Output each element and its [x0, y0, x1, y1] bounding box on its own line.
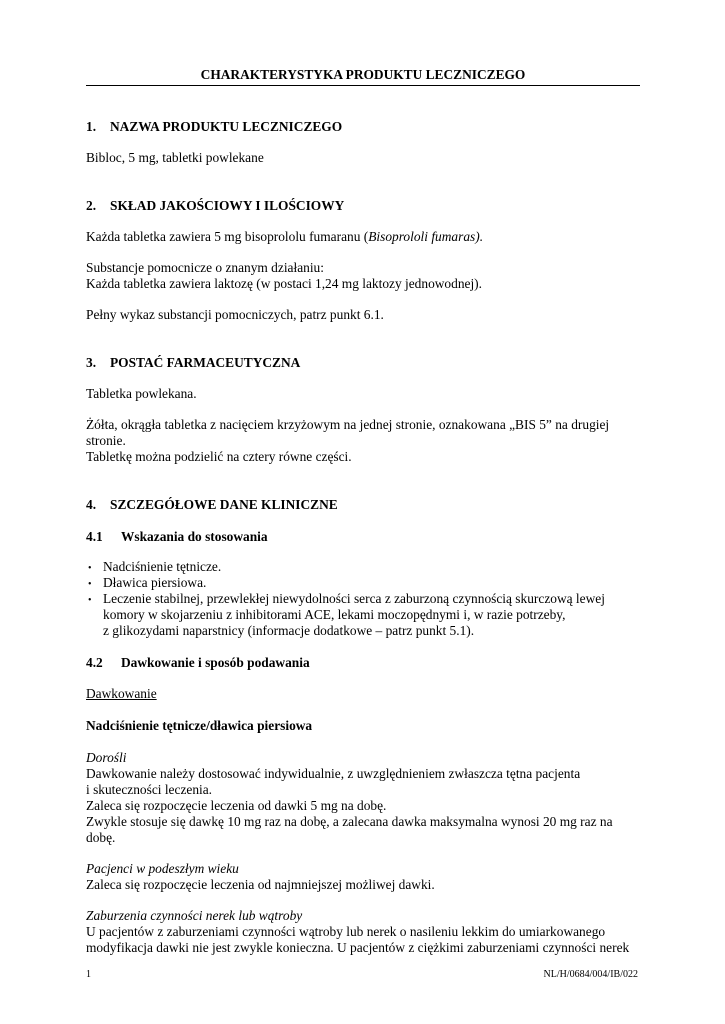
section-4-1-title: Wskazania do stosowania — [121, 529, 268, 544]
indication-item-continued: z glikozydami naparstnicy (informacje dodatkowe – patrz punkt 5.1). — [103, 623, 475, 638]
adults-text-line: Dawkowanie należy dostosować indywidualnie, z uwzględnieniem zwłaszcza tętna pacjenta — [86, 766, 581, 781]
document-code: NL/H/0684/004/IB/022 — [543, 969, 638, 980]
section-1-number: 1. — [86, 119, 97, 134]
hypertension-subheading: Nadciśnienie tętnicze/dławica piersiowa — [86, 718, 313, 733]
composition-latin-name: Bisoprololi fumaras). — [368, 229, 484, 244]
adults-text-line: i skuteczności leczenia. — [86, 782, 213, 797]
section-3-number: 3. — [86, 355, 97, 370]
indication-item: Dławica piersiowa. — [103, 575, 207, 590]
bullet-marker: • — [88, 563, 92, 574]
composition-line — [86, 229, 483, 245]
document-title: CHARAKTERYSTYKA PRODUKTU LECZNICZEGO — [200, 67, 526, 82]
bullet-marker: • — [88, 579, 92, 590]
section-4-number: 4. — [86, 497, 97, 512]
tablet-description-line-3: Tabletkę można podzielić na cztery równe części. — [86, 449, 352, 464]
renal-hepatic-text-line: U pacjentów z zaburzeniami czynności wątroby lub nerek o nasileniu lekkim do umiarkowanego — [86, 924, 606, 939]
excipients-full-list: Pełny wykaz substancji pomocniczych, patrz punkt 6.1. — [86, 307, 384, 322]
composition-text: Każda tabletka zawiera 5 mg bisoprololu fumaranu ( — [86, 229, 369, 244]
excipients-heading: Substancje pomocnicze o znanym działaniu: — [86, 260, 324, 275]
section-3-title: POSTAĆ FARMACEUTYCZNA — [110, 355, 301, 370]
elderly-text: Zaleca się rozpoczęcie leczenia od najmniejszej możliwej dawki. — [86, 877, 435, 892]
excipients-lactose: Każda tabletka zawiera laktozę (w postaci 1,24 mg laktozy jednowodnej). — [86, 276, 482, 291]
indication-item: Leczenie stabilnej, przewlekłej niewydolności serca z zaburzoną czynnością skurczową lewej — [103, 591, 605, 606]
section-4-2-number: 4.2 — [86, 655, 103, 670]
adults-text-line: dobę. — [86, 830, 116, 845]
section-2-number: 2. — [86, 198, 97, 213]
adults-text-line: Zaleca się rozpoczęcie leczenia od dawki 5 mg na dobę. — [86, 798, 387, 813]
section-4-1-number: 4.1 — [86, 529, 103, 544]
indication-item: Nadciśnienie tętnicze. — [103, 559, 222, 574]
adults-label: Dorośli — [86, 750, 127, 765]
adults-text-line: Zwykle stosuje się dawkę 10 mg raz na dobę, a zalecana dawka maksymalna wynosi 20 mg raz na — [86, 814, 613, 829]
pharmaceutical-form: Tabletka powlekana. — [86, 386, 197, 401]
indication-item-continued: komory w skojarzeniu z inhibitorami ACE, lekami moczopędnymi i, w razie potrzeby, — [103, 607, 566, 622]
tablet-description-line-2: stronie. — [86, 433, 126, 448]
product-name: Bibloc, 5 mg, tabletki powlekane — [86, 150, 264, 165]
renal-hepatic-text-line: modyfikacja dawki nie jest zwykle konieczna. U pacjentów z ciężkimi zaburzeniami czynności nerek — [86, 940, 630, 955]
tablet-description-line-1: Żółta, okrągła tabletka z nacięciem krzyżowym na jednej stronie, oznakowana „BIS 5” na drugiej — [86, 417, 610, 432]
section-1-title: NAZWA PRODUKTU LECZNICZEGO — [110, 119, 343, 134]
bullet-marker: • — [88, 595, 92, 606]
title-divider — [86, 85, 640, 86]
renal-hepatic-label: Zaburzenia czynności nerek lub wątroby — [86, 908, 303, 923]
section-4-2-title: Dawkowanie i sposób podawania — [121, 655, 310, 670]
dosage-heading: Dawkowanie — [86, 686, 157, 701]
section-4-title: SZCZEGÓŁOWE DANE KLINICZNE — [110, 497, 338, 512]
elderly-label: Pacjenci w podeszłym wieku — [86, 861, 239, 876]
page-number: 1 — [86, 969, 91, 980]
section-2-title: SKŁAD JAKOŚCIOWY I ILOŚCIOWY — [110, 198, 345, 213]
